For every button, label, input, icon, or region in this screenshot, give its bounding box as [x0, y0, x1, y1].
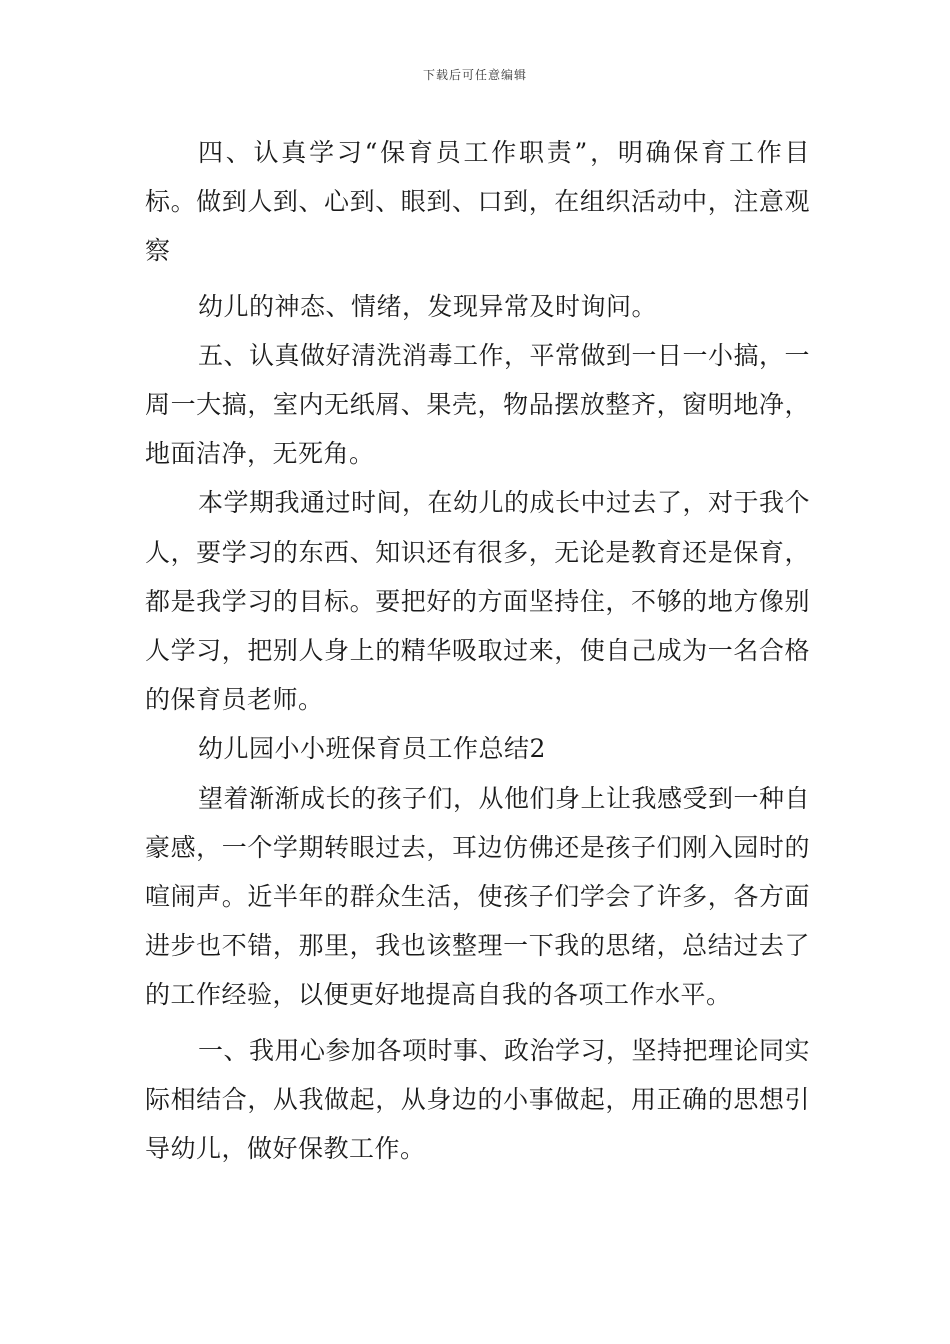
paragraph-item-four: 四、认真学习“保育员工作职责”，明确保育工作目标。做到人到、心到、眼到、口到，在组织活动中，注意观察 — [145, 138, 810, 266]
paragraph-item-one: 一、我用心参加各项时事、政治学习，坚持把理论同实际相结合，从我做起，从身边的小事做起，用正确的思想引导幼儿，做好保教工作。 — [145, 1035, 811, 1164]
paragraph-semester-reflection: 本学期我通过时间，在幼儿的成长中过去了，对于我个人，要学习的东西、知识还有很多，无论是教育还是保育，都是我学习的目标。要把好的方面坚持住，不够的地方像别人学习，把别人身上的精华吸取过来，使自己成为一名合格的保育员老师。 — [145, 488, 811, 715]
header-note: 下载后可任意编辑 — [422, 68, 527, 82]
paragraph-intro: 望着渐渐成长的孩子们，从他们身上让我感受到一种自豪感，一个学期转眼过去，耳边仿佛还是孩子们刚入园时的喧闹声。近半年的群众生活，使孩子们学会了许多，各方面进步也不错，那里，我也该整理一下我的思绪，总结过去了的工作经验，以便更好地提高自我的各项工作水平。 — [145, 783, 811, 1010]
paragraph-item-five: 五、认真做好清洗消毒工作，平常做到一日一小搞，一周一大搞，室内无纸屑、果壳，物品摆放整齐，窗明地净，地面洁净，无死角。 — [145, 340, 811, 469]
section-heading: 幼儿园小小班保育员工作总结2 — [198, 734, 546, 764]
paragraph-observation-continued: 幼儿的神态、情绪，发现异常及时询问。 — [198, 291, 658, 321]
document-body — [145, 128, 810, 1173]
